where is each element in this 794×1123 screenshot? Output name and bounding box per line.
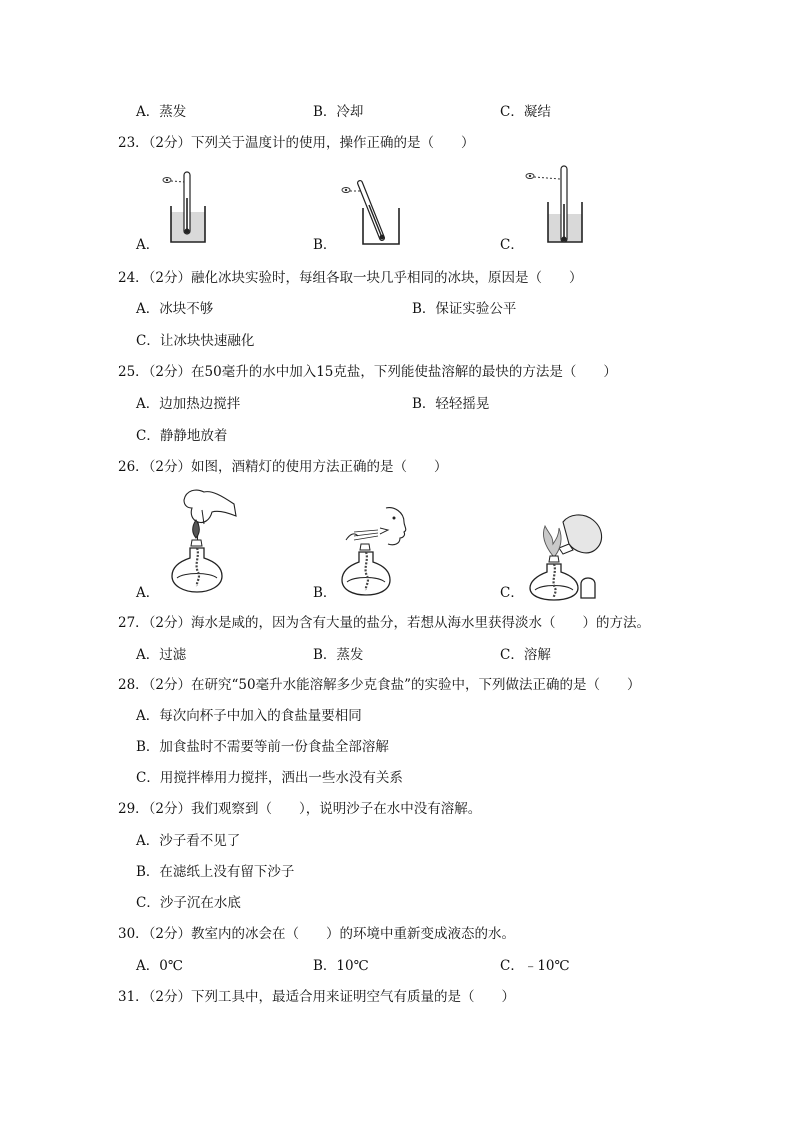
- q24-option-b[interactable]: B．保证实验公平: [412, 301, 517, 317]
- q23-figure-b-thermometer-icon: [336, 176, 396, 248]
- q23-figure-a-thermometer-icon: [155, 168, 205, 248]
- q26-stem: 26．（2分）如图，酒精灯的使用方法正确的是（ ）: [118, 459, 448, 475]
- q27-option-b[interactable]: B．蒸发: [313, 647, 364, 663]
- q28-option-c[interactable]: C．用搅拌棒用力搅拌，洒出一些水没有关系: [136, 770, 403, 786]
- q23-stem: 23．（2分）下列关于温度计的使用，操作正确的是（ ）: [118, 135, 475, 151]
- q25-option-a[interactable]: A．边加热边搅拌: [136, 396, 241, 412]
- q26-option-b[interactable]: B．: [313, 585, 337, 601]
- q22-option-a[interactable]: A．蒸发: [136, 104, 187, 120]
- q22-option-c[interactable]: C．凝结: [500, 104, 551, 120]
- q22-option-b[interactable]: B．冷却: [313, 104, 364, 120]
- q29-option-c[interactable]: C．沙子沉在水底: [136, 895, 241, 911]
- q23-figure-c-thermometer-icon: [522, 164, 582, 246]
- q23-option-b[interactable]: B．: [313, 237, 337, 253]
- q28-option-b[interactable]: B．加食盐时不需要等前一份食盐全部溶解: [136, 739, 389, 755]
- q26-option-c[interactable]: C．: [500, 585, 524, 601]
- q24-option-c[interactable]: C．让冰块快速融化: [136, 333, 255, 349]
- q30-option-a[interactable]: A．0℃: [136, 958, 183, 974]
- q27-option-a[interactable]: A．过滤: [136, 647, 187, 663]
- q27-option-c[interactable]: C．溶解: [500, 647, 551, 663]
- q23-option-c[interactable]: C．: [500, 237, 524, 253]
- q26-figure-a-alcohol-lamp-icon: [160, 486, 240, 598]
- q24-option-a[interactable]: A．冰块不够: [136, 301, 214, 317]
- q30-option-b[interactable]: B．10℃: [313, 958, 369, 974]
- q29-option-b[interactable]: B．在滤纸上没有留下沙子: [136, 864, 295, 880]
- q25-option-b[interactable]: B．轻轻摇晃: [412, 396, 490, 412]
- q29-option-a[interactable]: A．沙子看不见了: [136, 833, 241, 849]
- q28-option-a[interactable]: A．每次向杯子中加入的食盐量要相同: [136, 708, 362, 724]
- q27-stem: 27．（2分）海水是咸的，因为含有大量的盐分，若想从海水里获得淡水（ ）的方法。: [118, 615, 651, 631]
- q31-stem: 31．（2分）下列工具中，最适合用来证明空气有质量的是（ ）: [118, 989, 516, 1005]
- q30-stem: 30．（2分）教室内的冰会在（ ）的环境中重新变成液态的水。: [118, 926, 516, 942]
- q25-stem: 25．（2分）在50毫升的水中加入15克盐，下列能使盐溶解的最快的方法是（ ）: [118, 364, 617, 380]
- q23-option-a[interactable]: A．: [136, 237, 160, 253]
- q30-option-c[interactable]: C．﹣10℃: [500, 958, 570, 974]
- q28-stem: 28．（2分）在研究“50毫升水能溶解多少克食盐”的实验中，下列做法正确的是（ ）: [118, 677, 641, 693]
- q29-stem: 29．（2分）我们观察到（ ），说明沙子在水中没有溶解。: [118, 801, 482, 817]
- q24-stem: 24．（2分）融化冰块实验时，每组各取一块几乎相同的冰块，原因是（ ）: [118, 270, 583, 286]
- q26-figure-b-alcohol-lamp-icon: [332, 506, 414, 598]
- q26-figure-c-alcohol-lamp-icon: [523, 510, 607, 600]
- q25-option-c[interactable]: C．静静地放着: [136, 428, 228, 444]
- q26-option-a[interactable]: A．: [136, 585, 160, 601]
